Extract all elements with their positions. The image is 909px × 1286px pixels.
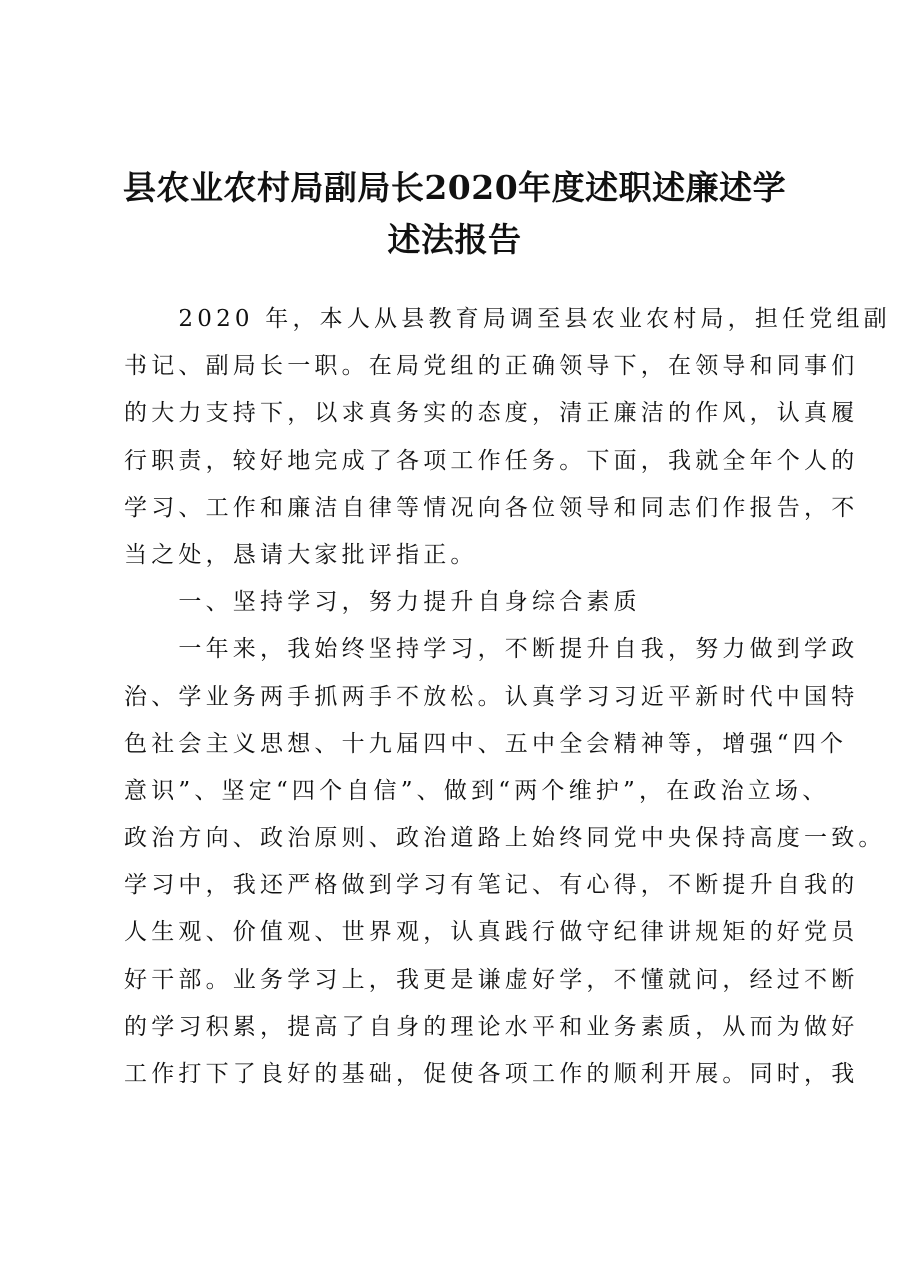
body-line: 的学习积累，提高了自身的理论水平和业务素质，从而为做好 — [124, 1013, 859, 1040]
body-line: 好干部。业务学习上，我更是谦虚好学，不懂就问，经过不断 — [124, 966, 859, 993]
body-line: 当之处，恳请大家批评指正。 — [124, 541, 478, 568]
body-line: 治、学业务两手抓两手不放松。认真学习习近平新时代中国特 — [124, 683, 859, 710]
body-line: 2020 年，本人从县教育局调至县农业农村局，担任党组副 — [124, 306, 891, 332]
title-line: 县农业农村局副局长2020年度述职述廉述学 — [122, 168, 787, 207]
title-line: 述法报告 — [387, 220, 522, 259]
section-heading: 一、坚持学习，努力提升自身综合素质 — [124, 589, 641, 616]
body-line: 一年来，我始终坚持学习，不断提升自我，努力做到学政 — [124, 636, 859, 663]
body-line: 意识”、坚定“四个自信”、做到“两个维护”，在政治立场、 — [124, 777, 830, 804]
body-line: 学习中，我还严格做到学习有笔记、有心得，不断提升自我的 — [124, 872, 859, 899]
body-line: 工作打下了良好的基础，促使各项工作的顺利开展。同时，我 — [124, 1061, 859, 1087]
document-title — [120, 162, 789, 266]
document-body — [124, 296, 891, 1098]
body-line: 书记、副局长一职。在局党组的正确领导下，在领导和同事们 — [124, 353, 859, 380]
body-line: 行职责，较好地完成了各项工作任务。下面，我就全年个人的 — [124, 447, 859, 474]
body-line: 人生观、价值观、世界观，认真践行做守纪律讲规矩的好党员 — [124, 919, 859, 946]
body-line: 的大力支持下，以求真务实的态度，清正廉洁的作风，认真履 — [124, 400, 859, 427]
body-line: 政治方向、政治原则、政治道路上始终同党中央保持高度一致。 — [124, 825, 886, 852]
body-line: 学习、工作和廉洁自律等情况向各位领导和同志们作报告，不 — [124, 494, 859, 521]
body-line: 色社会主义思想、十九届四中、五中全会精神等，增强“四个 — [124, 730, 848, 757]
